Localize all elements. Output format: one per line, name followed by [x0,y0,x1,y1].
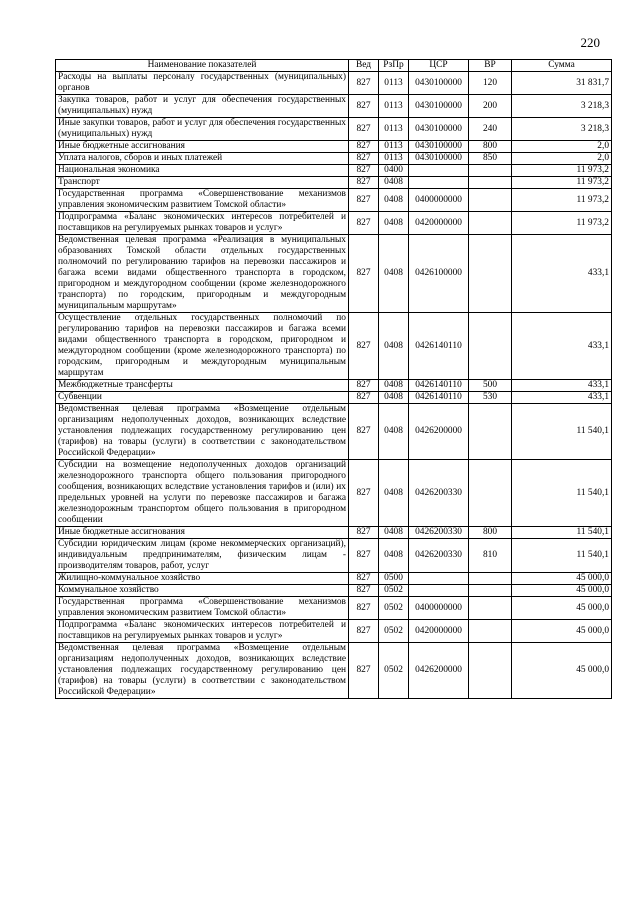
cell-name: Расходы на выплаты персоналу государственных (муниципальных) органов [56,72,349,95]
cell-ved: 827 [349,573,379,585]
table-row [56,95,612,118]
table-row [56,527,612,539]
cell-rzpr: 0408 [379,189,409,212]
cell-rzpr: 0408 [379,380,409,392]
cell-ved: 827 [349,643,379,699]
cell-sum: 45 000,0 [512,643,612,699]
cell-csr: 0426100000 [409,235,469,313]
cell-rzpr: 0408 [379,527,409,539]
page-number: 220 [580,35,600,50]
cell-ved: 827 [349,585,379,597]
cell-rzpr: 0502 [379,643,409,699]
cell-sum: 11 973,2 [512,212,612,235]
cell-rzpr: 0408 [379,177,409,189]
cell-name: Коммунальное хозяйство [56,585,349,597]
cell-rzpr: 0400 [379,165,409,177]
cell-ved: 827 [349,380,379,392]
table-row [56,212,612,235]
cell-name: Национальная экономика [56,165,349,177]
cell-sum: 11 973,2 [512,177,612,189]
cell-name: Транспорт [56,177,349,189]
table-row [56,460,612,527]
cell-sum: 11 973,2 [512,165,612,177]
table-row [56,539,612,573]
cell-vr: 530 [469,392,512,404]
cell-ved: 827 [349,189,379,212]
cell-ved: 827 [349,212,379,235]
cell-sum: 2,0 [512,153,612,165]
cell-sum: 11 540,1 [512,527,612,539]
cell-rzpr: 0113 [379,95,409,118]
cell-sum: 3 218,3 [512,95,612,118]
cell-vr: 800 [469,141,512,153]
header-rzpr: РзПр [379,60,409,72]
cell-rzpr: 0408 [379,460,409,527]
cell-csr: 0420000000 [409,212,469,235]
cell-csr: 0426200000 [409,643,469,699]
cell-csr [409,177,469,189]
cell-rzpr: 0502 [379,585,409,597]
table-row [56,585,612,597]
cell-vr [469,189,512,212]
cell-vr [469,643,512,699]
header-csr: ЦСР [409,60,469,72]
cell-vr [469,573,512,585]
cell-csr: 0426140110 [409,313,469,380]
cell-sum: 11 540,1 [512,404,612,460]
cell-rzpr: 0408 [379,392,409,404]
cell-rzpr: 0408 [379,313,409,380]
cell-vr: 120 [469,72,512,95]
cell-name: Ведомственная целевая программа «Возмещение отдельным организациям недополученных доходов, возникающих вследствие установления подлежащих государственному регулированию цен (тарифов) на товары (услуги) в соответствии с законодательством Российской Федерации» [56,643,349,699]
cell-csr [409,585,469,597]
table-row [56,573,612,585]
cell-rzpr: 0502 [379,620,409,643]
cell-csr [409,165,469,177]
cell-name: Подпрограмма «Баланс экономических интересов потребителей и поставщиков на регулируемых рынках товаров и услуг» [56,620,349,643]
header-ved: Вед [349,60,379,72]
cell-name: Осуществление отдельных государственных полномочий по регулированию тарифов на перевозки пассажиров и багажа всеми видами общественного транспорта в городском, пригородном и междугородном сообщении (кроме железнодорожного транспорта) по городским, пригородным и междугородным муниципальным маршрутам [56,313,349,380]
cell-vr: 200 [469,95,512,118]
cell-vr [469,212,512,235]
cell-ved: 827 [349,313,379,380]
cell-csr: 0430100000 [409,95,469,118]
cell-csr: 0426200330 [409,539,469,573]
cell-name: Закупка товаров, работ и услуг для обеспечения государственных (муниципальных) нужд [56,95,349,118]
cell-csr: 0430100000 [409,141,469,153]
cell-vr: 500 [469,380,512,392]
table-row [56,313,612,380]
cell-name: Субсидии на возмещение недополученных доходов организаций железнодорожного транспорта общего пользования пригородного сообщения, возникающих вследствие установления тарифов и (или) их предельных уровней на услуги по перевозке пассажиров и багажа железнодорожным транспортом общего пользования в пригородном сообщении [56,460,349,527]
table-header [56,60,612,72]
cell-ved: 827 [349,235,379,313]
cell-rzpr: 0113 [379,141,409,153]
cell-vr [469,177,512,189]
table-row [56,404,612,460]
cell-csr: 0430100000 [409,118,469,141]
table-row [56,380,612,392]
cell-csr: 0430100000 [409,72,469,95]
table-row [56,392,612,404]
cell-ved: 827 [349,404,379,460]
cell-name: Жилищно-коммунальное хозяйство [56,573,349,585]
table-row [56,177,612,189]
table-row [56,153,612,165]
table-row [56,235,612,313]
cell-ved: 827 [349,597,379,620]
cell-csr [409,573,469,585]
table-row [56,165,612,177]
cell-sum: 45 000,0 [512,573,612,585]
cell-csr: 0426140110 [409,380,469,392]
table-row [56,620,612,643]
header-vr: ВР [469,60,512,72]
cell-name: Уплата налогов, сборов и иных платежей [56,153,349,165]
cell-rzpr: 0408 [379,235,409,313]
cell-sum: 45 000,0 [512,597,612,620]
header-name: Наименование показателей [56,60,349,72]
budget-table [55,59,612,699]
cell-ved: 827 [349,165,379,177]
cell-rzpr: 0408 [379,404,409,460]
cell-csr: 0400000000 [409,597,469,620]
cell-vr [469,597,512,620]
cell-ved: 827 [349,153,379,165]
cell-name: Государственная программа «Совершенствование механизмов управления экономическим развитием Томской области» [56,189,349,212]
cell-vr [469,620,512,643]
cell-name: Государственная программа «Совершенствование механизмов управления экономическим развитием Томской области» [56,597,349,620]
cell-name: Иные бюджетные ассигнования [56,527,349,539]
table-row [56,141,612,153]
header-row [56,60,612,72]
cell-sum: 45 000,0 [512,620,612,643]
cell-sum: 433,1 [512,392,612,404]
cell-vr: 800 [469,527,512,539]
cell-rzpr: 0408 [379,539,409,573]
cell-rzpr: 0502 [379,597,409,620]
cell-ved: 827 [349,177,379,189]
cell-sum: 433,1 [512,235,612,313]
cell-vr [469,585,512,597]
cell-ved: 827 [349,95,379,118]
cell-name: Ведомственная целевая программа «Реализация в муниципальных образованиях Томской области отдельных государственных полномочий по регулированию тарифов на перевозки пассажиров и багажа всеми видами общественного транспорта в городском, пригородном и междугородном сообщении (кроме железнодорожного транспорта) по городским, пригородным и междугородным муниципальным маршрутам» [56,235,349,313]
cell-name: Субвенции [56,392,349,404]
cell-csr: 0426200330 [409,527,469,539]
cell-ved: 827 [349,527,379,539]
cell-sum: 31 831,7 [512,72,612,95]
cell-sum: 3 218,3 [512,118,612,141]
cell-sum: 11 540,1 [512,460,612,527]
table-row [56,643,612,699]
cell-name: Иные бюджетные ассигнования [56,141,349,153]
cell-rzpr: 0113 [379,118,409,141]
cell-rzpr: 0113 [379,72,409,95]
cell-name: Субсидии юридическим лицам (кроме некоммерческих организаций), индивидуальным предпринимателям, физическим лицам - производителям товаров, работ, услуг [56,539,349,573]
table-row [56,189,612,212]
cell-ved: 827 [349,392,379,404]
cell-name: Подпрограмма «Баланс экономических интересов потребителей и поставщиков на регулируемых рынках товаров и услуг» [56,212,349,235]
cell-vr: 240 [469,118,512,141]
cell-sum: 433,1 [512,380,612,392]
cell-vr [469,165,512,177]
header-sum: Сумма [512,60,612,72]
table-row [56,118,612,141]
cell-name: Межбюджетные трансферты [56,380,349,392]
cell-vr [469,404,512,460]
cell-vr [469,235,512,313]
cell-csr: 0430100000 [409,153,469,165]
cell-sum: 11 973,2 [512,189,612,212]
cell-rzpr: 0408 [379,212,409,235]
cell-rzpr: 0113 [379,153,409,165]
cell-sum: 11 540,1 [512,539,612,573]
cell-csr: 0420000000 [409,620,469,643]
cell-ved: 827 [349,539,379,573]
cell-ved: 827 [349,118,379,141]
cell-rzpr: 0500 [379,573,409,585]
cell-csr: 0400000000 [409,189,469,212]
cell-vr [469,313,512,380]
table-row [56,597,612,620]
cell-sum: 45 000,0 [512,585,612,597]
cell-sum: 433,1 [512,313,612,380]
cell-name: Иные закупки товаров, работ и услуг для обеспечения государственных (муниципальных) нужд [56,118,349,141]
cell-csr: 0426140110 [409,392,469,404]
cell-ved: 827 [349,620,379,643]
cell-ved: 827 [349,72,379,95]
cell-csr: 0426200000 [409,404,469,460]
cell-ved: 827 [349,460,379,527]
cell-name: Ведомственная целевая программа «Возмещение отдельным организациям недополученных доходов, возникающих вследствие установления подлежащих государственному регулированию цен (тарифов) на товары (услуги) в соответствии с законодательством Российской Федерации» [56,404,349,460]
cell-vr [469,460,512,527]
table-row [56,72,612,95]
cell-vr: 850 [469,153,512,165]
table-body [56,72,612,699]
cell-csr: 0426200330 [409,460,469,527]
cell-sum: 2,0 [512,141,612,153]
cell-ved: 827 [349,141,379,153]
cell-vr: 810 [469,539,512,573]
